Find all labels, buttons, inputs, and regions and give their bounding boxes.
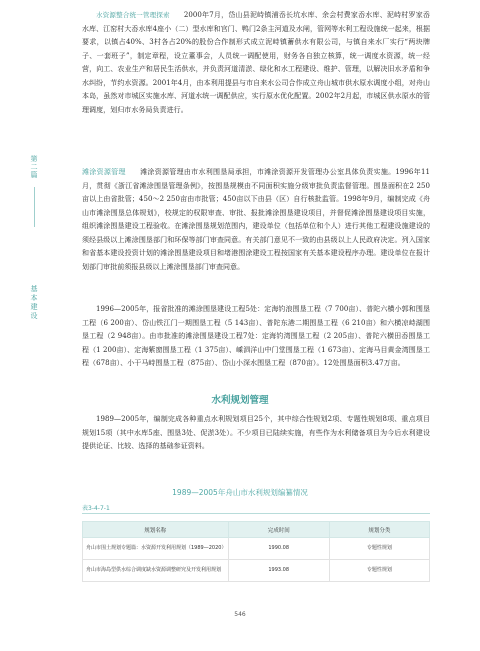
cell-completion-date: 1990.08: [228, 538, 329, 560]
table-title: 1989—2005年舟山市水利规划编纂情况: [172, 488, 308, 497]
paragraph-planning-management: [82, 413, 430, 454]
cell-plan-category: 专题性规划: [329, 538, 429, 560]
cell-plan-category: 专题性规划: [329, 560, 429, 582]
chapter-label: 第二篇: [30, 155, 38, 179]
section-title: 水利规划管理: [211, 395, 269, 406]
table-header-row: [83, 522, 430, 538]
cell-completion-date: 1993.08: [228, 560, 329, 582]
column-header-name: 规划名称: [83, 522, 229, 538]
paragraph-text: 滩涂资源管理由市水利围垦局承担，市滩涂资源开发管理办公室具体负责实施。1996年11月，贯彻《浙江省滩涂围垦管理条例》，按围垦规模由不同面积实施分级审批负责监督管理。围垦面积在2 250亩以上由省批管；450～2 250亩由市批管；450亩以下由县（区）自行核批监管。1998年9月，编制完成《舟山市滩涂围垦总体规划》，校规定的权限审查、审批、报批滩涂围垦建设项目，并督促滩涂围垦建设项目实施，组织滩涂围垦建设工程验收。在滩涂围垦规划范围内，建设单位（包括单位和个人）进行其他工程建设施建设的须经县级以上滩涂围垦部门和环保等部门审查同意。有关部门意见不一致的由县级以上人民政府决定。列入国家和省基本建设投资计划的滩涂围垦建设项目和堵港围涂建设工程按国家有关基本建设程序办理。建设单位在报计划部门审批前须报县级以上滩涂围垦部门审查同意。: [82, 168, 430, 271]
column-header-category: 规划分类: [329, 522, 429, 538]
chapter-sidebar: [28, 155, 40, 321]
section-label: 基本建设: [30, 285, 38, 321]
sidebar-divider: [34, 187, 35, 227]
paragraph-text: 1996—2005年，报省批准的滩涂围垦建设工程5处：定海钓浪围垦工程（7 700亩）、普陀六横小郭和围垦工程（6 200亩）、岱山铁江门一期围垦工程（5 143亩）、普陀东港二期围垦工程（6 210亩）和六横凉峙湖围垦工程（2 948亩）。由市批准的滩涂围垦建设工程7处：定海钓湾围垦工程（2 205亩）、普陀六横田岙围垦工程（1 200亩）、定海紫窗围垦工程（1 375亩）、嵊泗洋山中门堂围垦工程（1 673亩）、定海马目黄金湾围垦工程（678亩）、小干马峙围垦工程（875亩）、岱山小深水围垦工程（870亩）。12处围垦面积3.47万亩。: [82, 305, 430, 367]
page-number: 546: [234, 611, 246, 618]
table-id: 表3-4-7-1: [82, 505, 110, 512]
planning-table: [82, 521, 430, 582]
table-row: [83, 538, 430, 560]
table-row: [83, 560, 430, 582]
column-header-date: 完成时间: [228, 522, 329, 538]
paragraph-reclamation-projects: [82, 303, 430, 371]
paragraph-water-integration: [82, 9, 430, 117]
paragraph-tidal-flat-management: [82, 166, 430, 274]
paragraph-heading: 水资源整合统一管理探索: [96, 11, 170, 19]
paragraph-heading: 滩涂资源管理: [82, 168, 126, 176]
cell-plan-name: 舟山市海岛型供水综合调度缺水资源调整研究及开发利用规划: [83, 560, 229, 582]
paragraph-text: 2000年7月，岱山县泥峙镇浦岙长坑水库、余会村费家岙水库、泥峙村罗家岙水库、江窑村大岙水库4座小（二）型水库和宫门、鸭门2条主河道及水闸，管网等水利工程设施统一起来，根据要求，以镇占40%、3村各占20%的股份合作制形式成立泥峙镇蓄供水有限公司，与镇自来水厂实行“两块牌子、一套班子”，制定章程，设立董事会，人员统一调配使用，财务各自独立核算，统一调度水资源，统一经营，向工、农业生产和居民生活供水，并负责河道清淤、绿化和水工程建设、维护、管理，以解决旧水矛盾和争水纠纷，节约水资源。2001年4月，由本利用提县与市自来水公司合作成立舟山城市供水原水调度小组，对舟山本岛，虽然对市城区实施水库、河道水统一调配供应，实行原水优化配置。2002年2月起，市城区供水原水的管理调度，划归市水务局负责进行。: [82, 11, 430, 114]
cell-plan-name: 舟山市围土规划专题篇：水资源开发利用规划（1989—2020）: [83, 538, 229, 560]
paragraph-text: 1989—2005年，编制完成各种重点水利规划项目25个，其中综合性规划2项、专题性规划8项、重点项目规划15项（其中水库5座、围垦3处、促淤3处）。不少项目已陆续实施，有些作为水利储备项目为今后水利建设提供论证、比较、选择的基础参证资料。: [82, 415, 430, 450]
table-divider: [82, 513, 430, 514]
